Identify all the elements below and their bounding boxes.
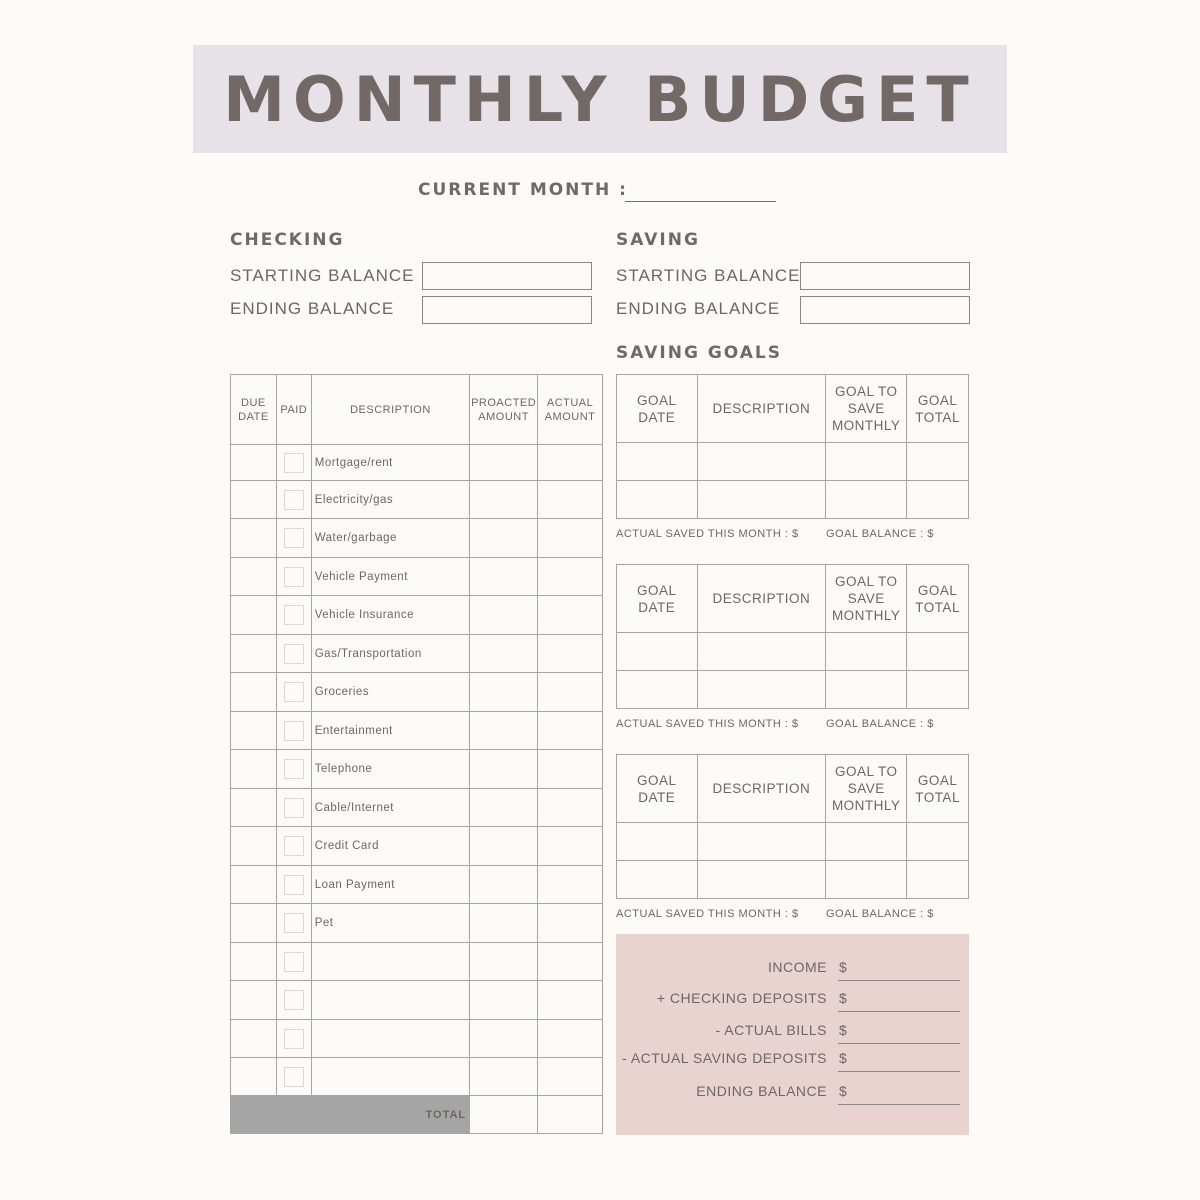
checking-starting-label: STARTING BALANCE	[230, 266, 415, 285]
paid-cell	[276, 789, 311, 827]
paid-checkbox[interactable]	[284, 952, 304, 972]
bill-description-cell: Loan Payment	[311, 866, 469, 904]
goal-description-cell[interactable]	[697, 671, 826, 709]
summary-box	[616, 934, 969, 1135]
due-date-cell[interactable]	[231, 866, 277, 904]
saving-starting-field[interactable]	[800, 262, 970, 290]
goal-monthly-header: GOAL TO SAVE MONTHLY	[826, 755, 907, 823]
actual-amount-cell[interactable]	[538, 712, 603, 750]
paid-cell	[276, 712, 311, 750]
actual-amount-cell[interactable]	[538, 943, 603, 981]
paid-cell	[276, 596, 311, 635]
due-date-cell[interactable]	[231, 750, 277, 789]
paid-cell	[276, 558, 311, 596]
goal-total-cell[interactable]	[907, 443, 969, 481]
goal-description-header: DESCRIPTION	[697, 375, 826, 443]
goal-date-header: GOAL DATE	[617, 755, 698, 823]
goal-date-cell[interactable]	[617, 861, 698, 899]
projected-amount-cell[interactable]	[470, 827, 538, 866]
projected-amount-cell[interactable]	[470, 635, 538, 673]
total-projected-cell[interactable]	[470, 1096, 538, 1134]
bill-description-cell	[311, 943, 469, 981]
goal-monthly-cell[interactable]	[826, 861, 907, 899]
checking-ending-label: ENDING BALANCE	[230, 299, 395, 318]
goal-balance-label: GOAL BALANCE : $	[826, 718, 934, 730]
paid-checkbox[interactable]	[284, 567, 304, 587]
paid-cell	[276, 445, 311, 481]
paid-checkbox[interactable]	[284, 913, 304, 933]
actual-amount-cell[interactable]	[538, 481, 603, 519]
due-date-cell[interactable]	[231, 1058, 277, 1096]
table-row	[231, 750, 603, 789]
saving-title: SAVING	[616, 230, 700, 250]
goal-monthly-header: GOAL TO SAVE MONTHLY	[826, 565, 907, 633]
goal-description-header: DESCRIPTION	[697, 755, 826, 823]
goal-balance-label: GOAL BALANCE : $	[826, 528, 934, 540]
table-row	[231, 866, 603, 904]
saving-ending-field[interactable]	[800, 296, 970, 324]
projected-amount-cell[interactable]	[470, 866, 538, 904]
bill-description-cell: Electricity/gas	[311, 481, 469, 519]
paid-cell	[276, 519, 311, 558]
paid-cell	[276, 481, 311, 519]
table-row	[231, 519, 603, 558]
paid-checkbox[interactable]	[284, 798, 304, 818]
checking-ending-field[interactable]	[422, 296, 592, 324]
ending-balance-label: ENDING BALANCE	[696, 1083, 827, 1099]
paid-checkbox[interactable]	[284, 990, 304, 1010]
bill-description-cell: Cable/Internet	[311, 789, 469, 827]
paid-checkbox[interactable]	[284, 836, 304, 856]
projected-amount-cell[interactable]	[470, 712, 538, 750]
table-row	[231, 904, 603, 943]
goal-monthly-cell[interactable]	[826, 443, 907, 481]
projected-amount-cell[interactable]	[470, 789, 538, 827]
actual-amount-cell[interactable]	[538, 981, 603, 1020]
goal-date-header: GOAL DATE	[617, 565, 698, 633]
checking-deposits-field[interactable]	[838, 1011, 960, 1012]
ending-balance-field[interactable]	[838, 1104, 960, 1105]
table-row	[231, 827, 603, 866]
actual-amount-cell[interactable]	[538, 673, 603, 712]
table-row	[617, 823, 969, 861]
actual-amount-cell[interactable]	[538, 750, 603, 789]
checking-starting-field[interactable]	[422, 262, 592, 290]
projected-amount-cell[interactable]	[470, 519, 538, 558]
saving-ending-label: ENDING BALANCE	[616, 299, 781, 318]
table-row	[231, 789, 603, 827]
paid-cell	[276, 904, 311, 943]
table-row	[231, 558, 603, 596]
actual-amount-cell[interactable]	[538, 635, 603, 673]
paid-cell	[276, 673, 311, 712]
currency-symbol: $	[839, 1022, 847, 1038]
table-row	[617, 481, 969, 519]
paid-checkbox[interactable]	[284, 528, 304, 548]
total-actual-cell[interactable]	[538, 1096, 603, 1134]
projected-amount-cell[interactable]	[470, 558, 538, 596]
actual-amount-cell[interactable]	[538, 445, 603, 481]
table-row	[231, 596, 603, 635]
table-row	[231, 943, 603, 981]
due-date-cell[interactable]	[231, 827, 277, 866]
bill-description-cell: Pet	[311, 904, 469, 943]
actual-amount-cell[interactable]	[538, 904, 603, 943]
table-row	[617, 633, 969, 671]
bill-description-cell: Vehicle Payment	[311, 558, 469, 596]
due-date-cell[interactable]	[231, 943, 277, 981]
goal-total-cell[interactable]	[907, 823, 969, 861]
table-row	[231, 712, 603, 750]
paid-header: PAID	[276, 375, 311, 445]
goal-total-cell[interactable]	[907, 481, 969, 519]
goal-monthly-header: GOAL TO SAVE MONTHLY	[826, 375, 907, 443]
bill-description-cell	[311, 1058, 469, 1096]
paid-checkbox[interactable]	[284, 644, 304, 664]
paid-cell	[276, 635, 311, 673]
paid-checkbox[interactable]	[284, 721, 304, 741]
bill-description-cell	[311, 981, 469, 1020]
table-row	[617, 671, 969, 709]
table-row	[231, 635, 603, 673]
paid-checkbox[interactable]	[284, 759, 304, 779]
due-date-cell[interactable]	[231, 445, 277, 481]
summary-checking-deposits-row	[616, 990, 969, 1012]
goal-monthly-cell[interactable]	[826, 823, 907, 861]
due-date-cell[interactable]	[231, 558, 277, 596]
saving-goal-table	[616, 564, 969, 709]
saving-deposits-field[interactable]	[838, 1071, 960, 1072]
actual-amount-cell[interactable]	[538, 1058, 603, 1096]
goal-total-cell[interactable]	[907, 633, 969, 671]
projected-amount-cell[interactable]	[470, 981, 538, 1020]
paid-cell	[276, 750, 311, 789]
paid-checkbox[interactable]	[284, 1029, 304, 1049]
goal-date-cell[interactable]	[617, 481, 698, 519]
goal-description-cell[interactable]	[697, 633, 826, 671]
bill-description-cell: Groceries	[311, 673, 469, 712]
actual-amount-cell[interactable]	[538, 827, 603, 866]
header-band	[193, 45, 1007, 153]
saving-goal-table	[616, 754, 969, 899]
paid-checkbox[interactable]	[284, 453, 304, 473]
paid-checkbox[interactable]	[284, 875, 304, 895]
total-label: TOTAL	[231, 1096, 470, 1134]
due-date-cell[interactable]	[231, 981, 277, 1020]
paid-cell	[276, 1020, 311, 1058]
table-row	[231, 1020, 603, 1058]
due-date-header: DUE DATE	[231, 375, 277, 445]
income-field[interactable]	[838, 980, 960, 981]
goal-description-cell[interactable]	[697, 823, 826, 861]
actual-bills-field[interactable]	[838, 1043, 960, 1044]
table-row	[231, 481, 603, 519]
saving-starting-label: STARTING BALANCE	[616, 266, 801, 285]
due-date-cell[interactable]	[231, 1020, 277, 1058]
goal-description-cell[interactable]	[697, 861, 826, 899]
projected-amount-cell[interactable]	[470, 1020, 538, 1058]
actual-saved-label: ACTUAL SAVED THIS MONTH : $	[616, 718, 799, 730]
due-date-cell[interactable]	[231, 596, 277, 635]
table-row	[617, 861, 969, 899]
bill-description-cell: Telephone	[311, 750, 469, 789]
goal-monthly-cell[interactable]	[826, 481, 907, 519]
due-date-cell[interactable]	[231, 904, 277, 943]
bills-table	[230, 374, 603, 1134]
summary-ending-balance-row	[616, 1083, 969, 1105]
bill-description-cell: Mortgage/rent	[311, 445, 469, 481]
table-row	[231, 673, 603, 712]
page-title: MONTHLY BUDGET	[223, 62, 977, 136]
bill-description-cell	[311, 1020, 469, 1058]
actual-amount-header: ACTUAL AMOUNT	[538, 375, 603, 445]
goal-description-cell[interactable]	[697, 481, 826, 519]
goal-total-cell[interactable]	[907, 861, 969, 899]
paid-cell	[276, 1058, 311, 1096]
summary-actual-bills-row	[616, 1022, 969, 1044]
bill-description-cell: Credit Card	[311, 827, 469, 866]
actual-amount-cell[interactable]	[538, 866, 603, 904]
saving-goals-title: SAVING GOALS	[616, 343, 783, 363]
currency-symbol: $	[839, 990, 847, 1006]
projected-amount-cell[interactable]	[470, 750, 538, 789]
projected-amount-cell[interactable]	[470, 943, 538, 981]
actual-amount-cell[interactable]	[538, 558, 603, 596]
goal-description-cell[interactable]	[697, 443, 826, 481]
current-month-label: CURRENT MONTH :	[418, 180, 628, 200]
bill-description-cell: Gas/Transportation	[311, 635, 469, 673]
table-row	[231, 981, 603, 1020]
goal-total-header: GOAL TOTAL	[907, 375, 969, 443]
goal-total-cell[interactable]	[907, 671, 969, 709]
actual-saved-label: ACTUAL SAVED THIS MONTH : $	[616, 908, 799, 920]
due-date-cell[interactable]	[231, 635, 277, 673]
goal-date-cell[interactable]	[617, 633, 698, 671]
summary-saving-deposits-row	[616, 1050, 969, 1072]
projected-amount-cell[interactable]	[470, 904, 538, 943]
due-date-cell[interactable]	[231, 673, 277, 712]
paid-checkbox[interactable]	[284, 682, 304, 702]
saving-goal-table	[616, 374, 969, 519]
projected-amount-cell[interactable]	[470, 596, 538, 635]
goal-date-cell[interactable]	[617, 671, 698, 709]
projected-amount-cell[interactable]	[470, 673, 538, 712]
bill-description-cell: Entertainment	[311, 712, 469, 750]
bill-description-cell: Vehicle Insurance	[311, 596, 469, 635]
goal-date-cell[interactable]	[617, 823, 698, 861]
current-month-field[interactable]	[625, 201, 776, 202]
goal-date-cell[interactable]	[617, 443, 698, 481]
goal-monthly-cell[interactable]	[826, 633, 907, 671]
description-header: DESCRIPTION	[311, 375, 469, 445]
goal-date-header: GOAL DATE	[617, 375, 698, 443]
currency-symbol: $	[839, 959, 847, 975]
projected-amount-header: PROACTED AMOUNT	[470, 375, 538, 445]
income-label: INCOME	[768, 959, 827, 975]
actual-amount-cell[interactable]	[538, 596, 603, 635]
currency-symbol: $	[839, 1050, 847, 1066]
goal-balance-label: GOAL BALANCE : $	[826, 908, 934, 920]
due-date-cell[interactable]	[231, 712, 277, 750]
projected-amount-cell[interactable]	[470, 481, 538, 519]
goal-total-header: GOAL TOTAL	[907, 565, 969, 633]
table-row	[231, 445, 603, 481]
paid-checkbox[interactable]	[284, 1067, 304, 1087]
actual-saved-label: ACTUAL SAVED THIS MONTH : $	[616, 528, 799, 540]
actual-bills-label: - ACTUAL BILLS	[715, 1022, 827, 1038]
paid-checkbox[interactable]	[284, 490, 304, 510]
goal-description-header: DESCRIPTION	[697, 565, 826, 633]
table-row	[617, 443, 969, 481]
paid-cell	[276, 866, 311, 904]
projected-amount-cell[interactable]	[470, 445, 538, 481]
due-date-cell[interactable]	[231, 519, 277, 558]
currency-symbol: $	[839, 1083, 847, 1099]
paid-cell	[276, 827, 311, 866]
goal-total-header: GOAL TOTAL	[907, 755, 969, 823]
checking-deposits-label: + CHECKING DEPOSITS	[656, 990, 827, 1006]
saving-deposits-label: - ACTUAL SAVING DEPOSITS	[622, 1050, 827, 1066]
paid-cell	[276, 981, 311, 1020]
paid-checkbox[interactable]	[284, 605, 304, 625]
actual-amount-cell[interactable]	[538, 789, 603, 827]
due-date-cell[interactable]	[231, 789, 277, 827]
goal-monthly-cell[interactable]	[826, 671, 907, 709]
table-row	[231, 1058, 603, 1096]
actual-amount-cell[interactable]	[538, 1020, 603, 1058]
bill-description-cell: Water/garbage	[311, 519, 469, 558]
summary-income-row	[616, 959, 969, 981]
paid-cell	[276, 943, 311, 981]
checking-title: CHECKING	[230, 230, 345, 250]
due-date-cell[interactable]	[231, 481, 277, 519]
projected-amount-cell[interactable]	[470, 1058, 538, 1096]
actual-amount-cell[interactable]	[538, 519, 603, 558]
